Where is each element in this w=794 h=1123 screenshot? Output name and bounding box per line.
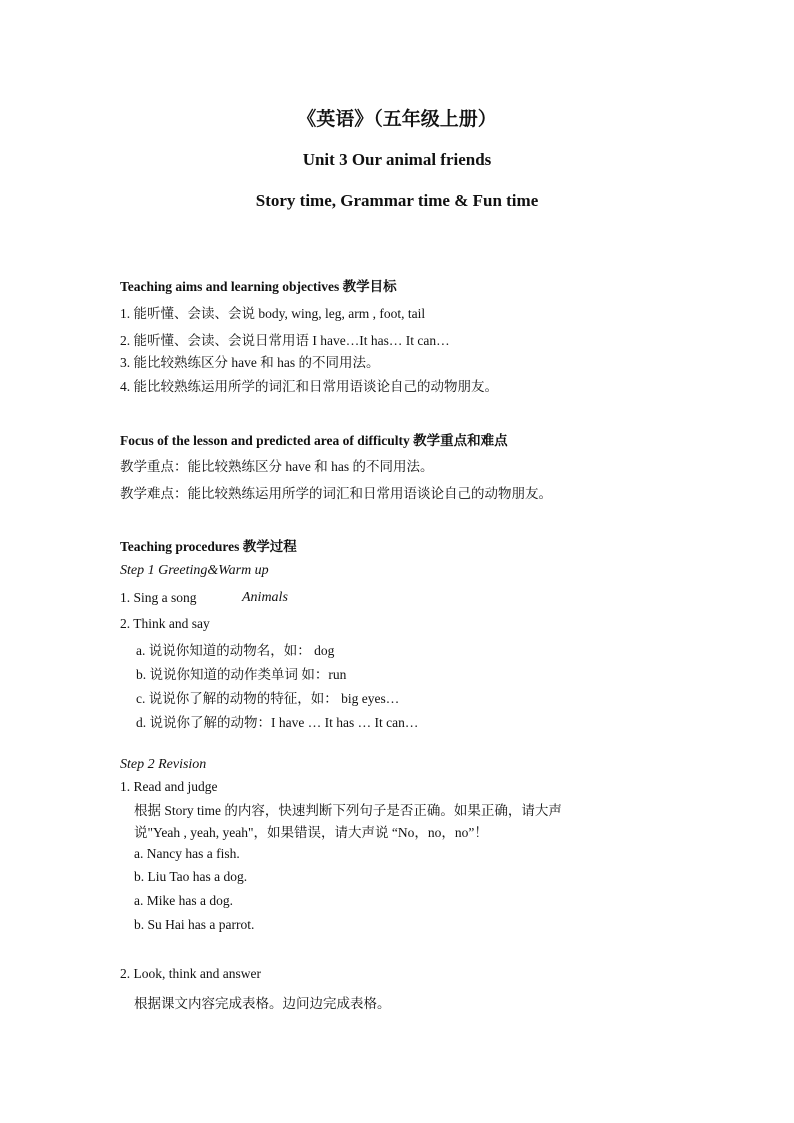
step1-title: Step 1 Greeting&Warm up (120, 563, 269, 578)
judge-statement: b. Su Hai has a parrot. (134, 917, 255, 932)
aims-item: 4. 能比较熟练运用所学的词汇和日常用语谈论自己的动物朋友。 (120, 379, 498, 394)
step2-title: Step 2 Revision (120, 757, 207, 772)
judge-statement: b. Liu Tao has a dog. (134, 869, 248, 884)
lesson-subtitle: Story time, Grammar time & Fun time (255, 191, 539, 210)
aims-item: 3. 能比较熟练区分 have 和 has 的不同用法。 (120, 355, 380, 370)
step2-item2-instruction: 根据课文内容完成表格。边问边完成表格。 (134, 996, 391, 1011)
step1-subitem: c. 说说你了解的动物的特征，如： big eyes… (136, 691, 400, 706)
document-title: 《英语》（五年级上册） (297, 109, 497, 130)
focus-difficulty: 教学难点：能比较熟练运用所学的词汇和日常用语谈论自己的动物朋友。 (120, 486, 552, 501)
aims-heading: Teaching aims and learning objectives 教学目标 (120, 279, 397, 294)
focus-heading: Focus of the lesson and predicted area of difficulty 教学重点和难点 (120, 433, 508, 448)
step2-item2-label: 2. Look, think and answer (120, 966, 261, 981)
step1-item2-label: 2. Think and say (120, 616, 210, 631)
judge-statement: a. Mike has a dog. (134, 893, 233, 908)
step2-item1-label: 1. Read and judge (120, 779, 218, 794)
aims-item: 2. 能听懂、会读、会说日常用语 I have…It has… It can… (120, 333, 450, 348)
aims-item: 1. 能听懂、会读、会说 body, wing, leg, arm , foot, tail (120, 306, 426, 321)
unit-title: Unit 3 Our animal friends (302, 150, 492, 169)
step2-instruction-line: 说"Yeah , yeah, yeah"，如果错误，请大声说 “No，no，no”！ (134, 825, 488, 840)
focus-key-point: 教学重点：能比较熟练区分 have 和 has 的不同用法。 (120, 459, 434, 474)
step2-instruction-line: 根据 Story time 的内容，快速判断下列句子是否正确。如果正确，请大声 (134, 803, 562, 818)
step1-subitem: b. 说说你知道的动作类单词 如：run (136, 667, 347, 682)
step1-item1-label: 1. Sing a song (120, 590, 197, 605)
step1-subitem: d. 说说你了解的动物：I have … It has … It can… (136, 715, 419, 730)
step1-subitem: a. 说说你知道的动物名，如： dog (136, 643, 335, 658)
judge-statement: a. Nancy has a fish. (134, 846, 240, 861)
step1-song-name: Animals (242, 590, 288, 605)
procedures-heading: Teaching procedures 教学过程 (120, 539, 297, 554)
